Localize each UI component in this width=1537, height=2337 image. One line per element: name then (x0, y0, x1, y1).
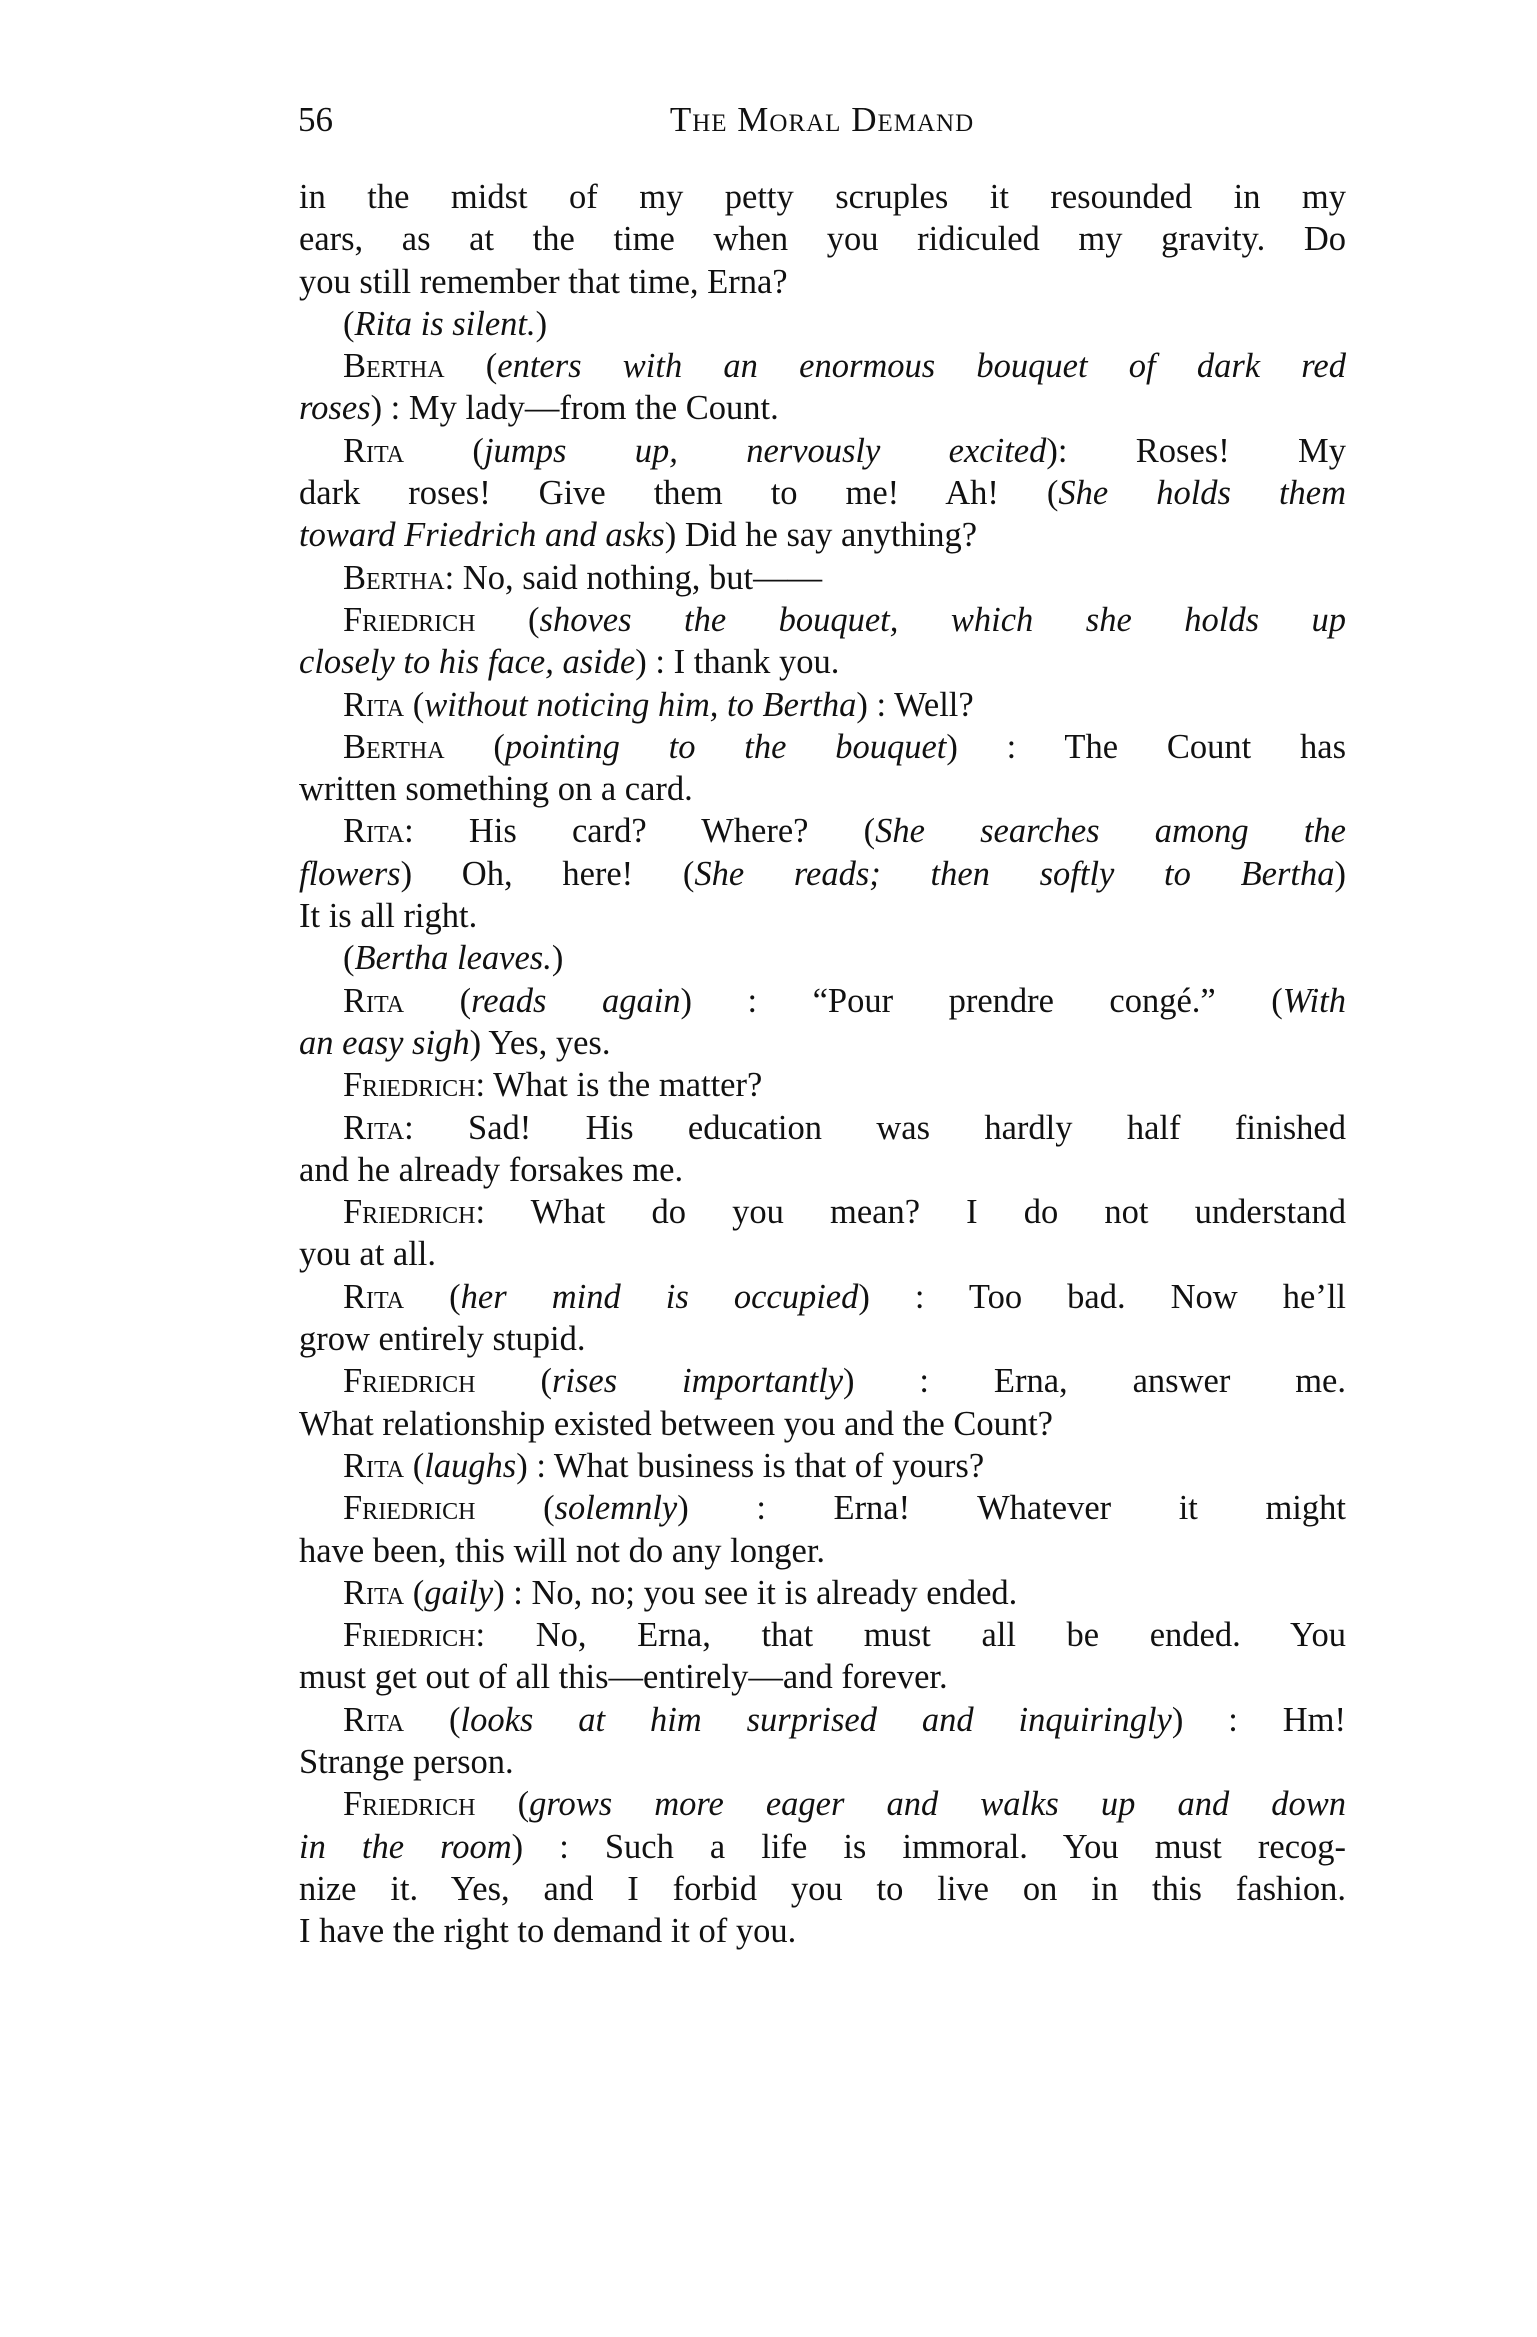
speaker-name: Friedrich (343, 600, 476, 639)
dialogue-text: ( (444, 347, 498, 386)
text-line (299, 472, 1346, 514)
speaker-name: Rita (343, 1108, 405, 1147)
text-line (299, 853, 1346, 895)
dialogue-text: : What do you mean? I do not understand (475, 1193, 1346, 1232)
dialogue-text: ears, as at the time when you ridiculed my gravity. Do (299, 220, 1346, 259)
dialogue-text: ) : Erna, answer me. (843, 1362, 1346, 1401)
paragraph (299, 1360, 1346, 1445)
dialogue-text: and he already forsakes me. (299, 1150, 684, 1189)
speaker-name: Friedrich (343, 1193, 476, 1232)
dialogue-text: ( (404, 981, 472, 1020)
paragraph (299, 980, 1346, 1065)
speaker-name: Rita (343, 1446, 405, 1485)
paragraph (299, 176, 1346, 303)
text-line (299, 514, 1346, 556)
dialogue-text: have been, this will not do any longer. (299, 1531, 826, 1570)
dialogue-text: ( (404, 1573, 425, 1612)
stage-direction: enters with an enormous bouquet of dark red (497, 347, 1346, 386)
paragraph (299, 1783, 1346, 1952)
stage-direction: shoves the bouquet, which she holds up (539, 600, 1346, 639)
dialogue-text: you at all. (299, 1235, 437, 1274)
stage-direction: roses (299, 389, 371, 428)
paragraph (299, 1276, 1346, 1361)
text-line (299, 895, 1346, 937)
dialogue-text: : His card? Where? ( (404, 812, 876, 851)
dialogue-text: ) Oh, here! ( (400, 854, 695, 893)
dialogue-text: : Sad! His education was hardly half finished (404, 1108, 1346, 1147)
paragraph (299, 430, 1346, 557)
dialogue-text: in the midst of my petty scruples it resounded in my (299, 178, 1346, 216)
dialogue-text: ) : Such a life is immoral. You must recog- (511, 1827, 1346, 1866)
text-line (299, 1318, 1346, 1360)
page-body-text (299, 176, 1346, 1952)
dialogue-text: ) : No, no; you see it is already ended. (493, 1573, 1018, 1612)
dialogue-text: ): Roses! My (1046, 431, 1346, 470)
dialogue-text: ) : I thank you. (635, 643, 840, 682)
stage-direction: gaily (424, 1573, 494, 1612)
text-line (299, 387, 1346, 429)
stage-direction: Rita is silent. (354, 304, 536, 343)
paragraph (299, 1064, 1346, 1106)
dialogue-text: ) : Well? (856, 685, 974, 724)
running-header (298, 100, 1346, 150)
dialogue-text: ( (404, 431, 484, 470)
text-line (299, 1530, 1346, 1572)
stage-direction: flowers (299, 854, 401, 893)
speaker-name: Bertha (343, 347, 445, 386)
stage-direction: laughs (424, 1446, 517, 1485)
paragraph (299, 599, 1346, 684)
dialogue-text: I have the right to demand it of you. (299, 1912, 797, 1951)
paragraph (299, 1107, 1346, 1192)
speaker-name: Rita (343, 981, 405, 1020)
text-line (299, 768, 1346, 810)
dialogue-text: ) (535, 304, 548, 343)
text-line (299, 1783, 1346, 1825)
dialogue-text: : What is the matter? (475, 1066, 763, 1105)
speaker-name: Friedrich (343, 1616, 476, 1655)
dialogue-text: ) : Too bad. Now he’ll (858, 1277, 1346, 1316)
dialogue-text: ( (404, 1446, 425, 1485)
dialogue-text: ) : “Pour prendre congé.” ( (680, 981, 1283, 1020)
dialogue-text: dark roses! Give them to me! Ah! ( (299, 474, 1059, 513)
text-line (299, 345, 1346, 387)
text-line (299, 557, 1346, 599)
dialogue-text: : No, Erna, that must all be ended. You (475, 1616, 1346, 1655)
paragraph (299, 684, 1346, 726)
stage-direction: toward Friedrich and asks (299, 516, 665, 555)
dialogue-text: ( (475, 600, 540, 639)
text-line (299, 1191, 1346, 1233)
stage-direction: jumps up, nervously excited (483, 431, 1047, 470)
stage-direction: She holds them (1058, 474, 1347, 513)
speaker-name: Rita (343, 1277, 405, 1316)
stage-direction: closely to his face, aside (299, 643, 636, 682)
dialogue-text: ) : The Count has (946, 727, 1346, 766)
dialogue-text: ( (343, 304, 355, 343)
stage-direction: pointing to the bouquet (504, 727, 947, 766)
speaker-name: Rita (343, 1700, 405, 1739)
stage-direction: solemnly (554, 1489, 678, 1528)
paragraph (299, 345, 1346, 430)
stage-direction: reads again (471, 981, 681, 1020)
text-line (299, 1360, 1346, 1402)
text-line (299, 1699, 1346, 1741)
text-line (299, 176, 1346, 218)
paragraph (299, 1191, 1346, 1276)
running-title: The Moral Demand (669, 100, 975, 139)
dialogue-text: Strange person. (299, 1742, 514, 1781)
paragraph (299, 1699, 1346, 1784)
stage-direction: rises importantly (551, 1362, 844, 1401)
stage-direction: Bertha leaves. (354, 939, 552, 978)
text-line (299, 1445, 1346, 1487)
speaker-name: Friedrich (343, 1066, 476, 1105)
stage-direction: an easy sigh (299, 1023, 470, 1062)
speaker-name: Rita (343, 1573, 405, 1612)
stage-direction: looks at him surprised and inquiringly (460, 1700, 1172, 1739)
speaker-name: Rita (343, 685, 405, 724)
stage-direction: grows more eager and walks up and down (529, 1785, 1346, 1824)
dialogue-text: ( (475, 1362, 552, 1401)
dialogue-text: ( (475, 1785, 530, 1824)
paragraph (299, 557, 1346, 599)
speaker-name: Friedrich (343, 1362, 476, 1401)
speaker-name: Rita (343, 812, 405, 851)
paragraph (299, 1572, 1346, 1614)
text-line (299, 684, 1346, 726)
dialogue-text: you still remember that time, Erna? (299, 262, 788, 301)
speaker-name: Friedrich (343, 1489, 476, 1528)
dialogue-text: grow entirely stupid. (299, 1320, 586, 1359)
text-line (299, 937, 1346, 979)
text-line (299, 726, 1346, 768)
text-line (299, 261, 1346, 303)
text-line (299, 1149, 1346, 1191)
text-line (299, 1910, 1346, 1952)
paragraph (299, 1614, 1346, 1699)
dialogue-text: ( (475, 1489, 555, 1528)
text-line (299, 980, 1346, 1022)
speaker-name: Bertha (343, 727, 445, 766)
text-line (299, 1487, 1346, 1529)
text-line (299, 218, 1346, 260)
text-line (299, 599, 1346, 641)
stage-direction: her mind is occupied (460, 1277, 859, 1316)
dialogue-text: ) : Erna! Whatever it might (677, 1489, 1346, 1528)
text-line (299, 1022, 1346, 1064)
speaker-name: Friedrich (343, 1785, 476, 1824)
dialogue-text: ( (444, 727, 505, 766)
text-line (299, 641, 1346, 683)
dialogue-text: ) (551, 939, 564, 978)
dialogue-text: ) Yes, yes. (469, 1023, 611, 1062)
paragraph (299, 303, 1346, 345)
dialogue-text: ( (343, 939, 355, 978)
text-line (299, 1233, 1346, 1275)
dialogue-text: ( (404, 1277, 461, 1316)
dialogue-text: must get out of all this—entirely—and forever. (299, 1658, 948, 1697)
paragraph (299, 810, 1346, 937)
dialogue-text: nize it. Yes, and I forbid you to live on in this fashion. (299, 1869, 1346, 1908)
paragraph (299, 726, 1346, 811)
dialogue-text: ) : What business is that of yours? (516, 1446, 985, 1485)
dialogue-text: ) (1334, 854, 1347, 893)
speaker-name: Bertha (343, 558, 445, 597)
dialogue-text: written something on a card. (299, 770, 693, 809)
stage-direction: With (1282, 981, 1346, 1020)
dialogue-text: ) Did he say anything? (664, 516, 978, 555)
stage-direction: without noticing him, to Bertha (424, 685, 857, 724)
page-number: 56 (298, 100, 333, 139)
stage-direction: in the room (299, 1827, 512, 1866)
dialogue-text: ) : Hm! (1171, 1700, 1346, 1739)
dialogue-text: ) : My lady—from the Count. (370, 389, 779, 428)
text-line (299, 1403, 1346, 1445)
text-line (299, 1741, 1346, 1783)
text-line (299, 810, 1346, 852)
stage-direction: She searches among the (875, 812, 1346, 851)
dialogue-text: ( (404, 685, 425, 724)
paragraph (299, 937, 1346, 979)
text-line (299, 1826, 1346, 1868)
stage-direction: She reads; then softly to Bertha (694, 854, 1335, 893)
text-line (299, 1614, 1346, 1656)
text-line (299, 303, 1346, 345)
text-line (299, 430, 1346, 472)
dialogue-text: ( (404, 1700, 461, 1739)
text-line (299, 1064, 1346, 1106)
dialogue-text: What relationship existed between you and the Count? (299, 1404, 1053, 1443)
speaker-name: Rita (343, 431, 405, 470)
dialogue-text: : No, said nothing, but—— (444, 558, 823, 597)
text-line (299, 1572, 1346, 1614)
text-line (299, 1656, 1346, 1698)
paragraph (299, 1445, 1346, 1487)
text-line (299, 1107, 1346, 1149)
paragraph (299, 1487, 1346, 1572)
text-line (299, 1276, 1346, 1318)
dialogue-text: It is all right. (299, 897, 478, 936)
text-line (299, 1868, 1346, 1910)
